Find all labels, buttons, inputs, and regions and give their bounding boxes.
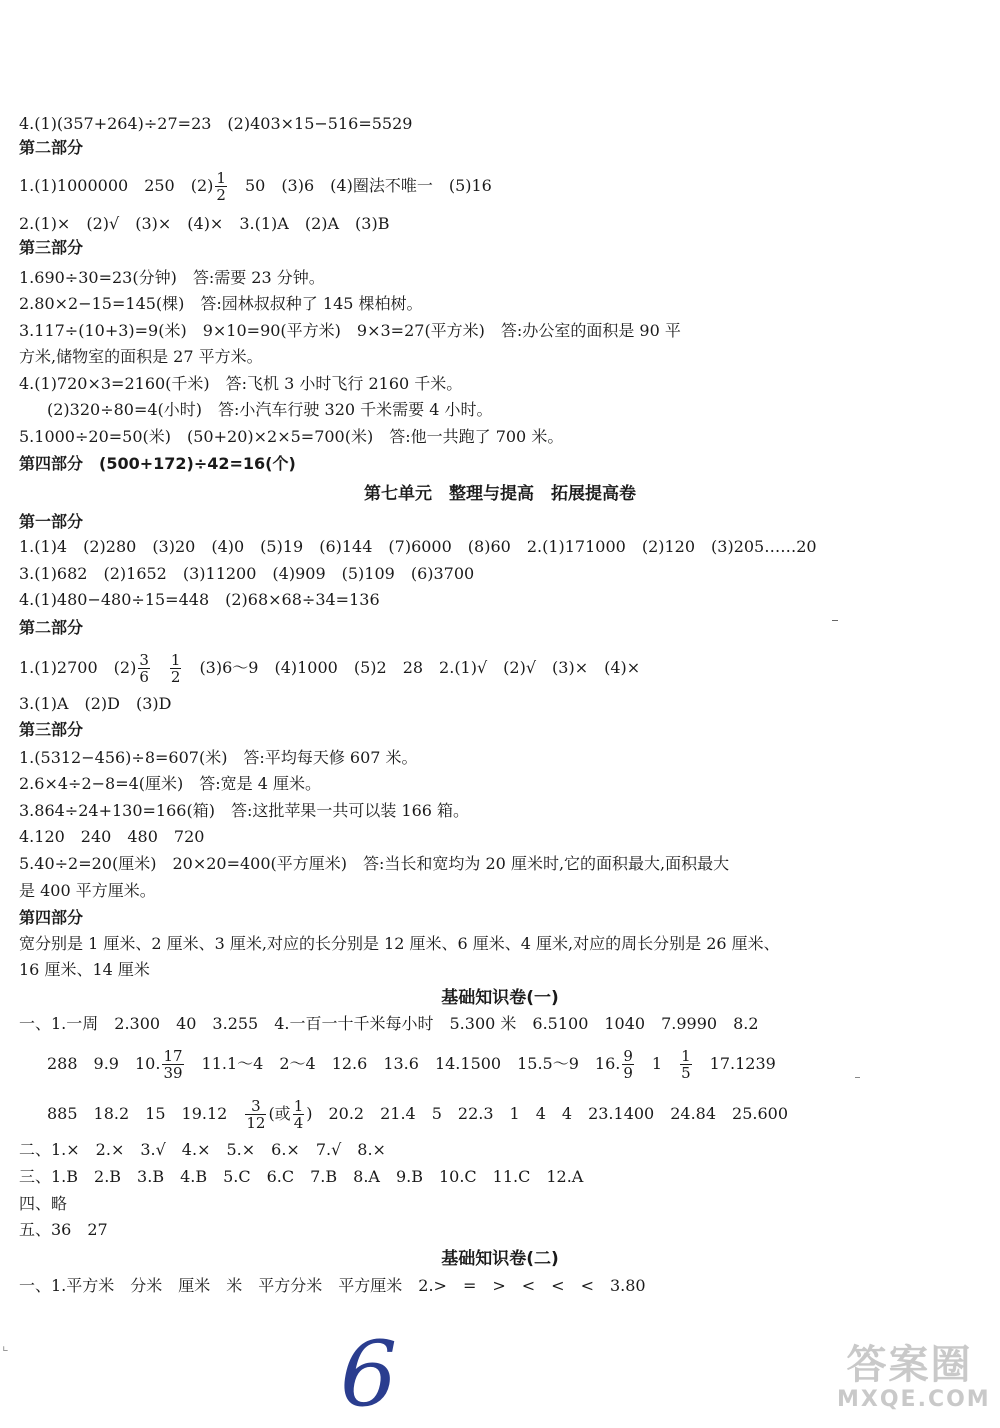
fraction [138, 652, 150, 685]
fraction [622, 1048, 634, 1081]
answer-line: 1.690÷30=23(分钟) 答:需要 23 分钟。 [19, 268, 325, 287]
answer-line: 4.120 240 480 720 [19, 827, 205, 846]
answer-text: (或 [268, 1104, 291, 1123]
numerator: 1 [293, 1097, 304, 1115]
stray-mark [855, 1077, 860, 1078]
answer-line: 3.117÷(10+3)=9(米) 9×10=90(平方米) 9×3=27(平方米) 答:办公室的面积是 90 平 [19, 321, 681, 340]
answer-line: 1.(1)4 (2)280 (3)20 (4)0 (5)19 (6)144 (7)6000 (8)60 2.(1)171000 (2)120 (3)205……20 [19, 537, 817, 556]
answer-line: 三、1.B 2.B 3.B 4.B 5.C 6.C 7.B 8.A 9.B 10.C 11.C 12.A [19, 1167, 584, 1186]
answer-line: 4.(1)480−480÷15=448 (2)68×68÷34=136 [19, 590, 380, 609]
section-heading: 第三部分 [19, 720, 84, 739]
numerator: 3 [245, 1098, 266, 1115]
answer-text: 1.(1)1000000 250 (2) [19, 176, 214, 195]
handwritten-page-number: 6 [340, 1322, 398, 1427]
answer-line [47, 1098, 960, 1131]
answer-line: 五、36 27 [19, 1220, 108, 1239]
denominator: 39 [163, 1064, 183, 1082]
answer-line: 1.(5312−456)÷8=607(米) 答:平均每天修 607 米。 [19, 748, 418, 767]
section-heading: 第三部分 [19, 238, 84, 257]
fraction [162, 1048, 183, 1081]
numerator: 1 [681, 1047, 691, 1065]
fraction [293, 1098, 305, 1131]
stray-mark [832, 620, 838, 621]
answer-line: 四、略 [19, 1194, 68, 1213]
answer-line [47, 1048, 960, 1081]
answer-line [19, 170, 960, 203]
answer-text: ) 20.2 21.4 5 22.3 1 4 4 23.1400 24.84 25.600 [306, 1104, 789, 1123]
answer-line: 是 400 平方厘米。 [19, 881, 156, 900]
answer-text: 17.1239 [693, 1054, 776, 1073]
numerator: 3 [139, 651, 149, 669]
answer-text: 288 9.9 10. [47, 1054, 161, 1073]
denominator: 9 [623, 1064, 633, 1082]
denominator: 2 [170, 668, 181, 686]
answer-text: 1.(1)2700 (2) [19, 658, 137, 677]
answer-line: 3.(1)682 (2)1652 (3)11200 (4)909 (5)109 (6)3700 [19, 564, 475, 583]
answer-line: 宽分别是 1 厘米、2 厘米、3 厘米,对应的长分别是 12 厘米、6 厘米、4 厘米,对应的周长分别是 26 厘米、 [19, 934, 780, 953]
denominator: 6 [139, 668, 149, 686]
answer-text: 11.1～4 2～4 12.6 13.6 14.1500 15.5～9 16. [185, 1054, 621, 1073]
answer-line: 3.864÷24+130=166(箱) 答:这批苹果一共可以装 166 箱。 [19, 801, 470, 820]
section-heading: 第二部分 [19, 138, 84, 157]
answer-line: 5.40÷2=20(厘米) 20×20=400(平方厘米) 答:当长和宽均为 20 厘米时,它的面积最大,面积最大 [19, 854, 730, 873]
answer-line: 16 厘米、14 厘米 [19, 960, 150, 979]
fraction [170, 652, 182, 685]
numerator: 1 [216, 169, 226, 187]
section-heading: 第一部分 [19, 512, 84, 531]
unit-title: 第七单元 整理与提高 拓展提高卷 [364, 484, 636, 504]
answer-line: 4.(1)(357+264)÷27=23 (2)403×15−516=5529 [19, 114, 413, 133]
test-title: 基础知识卷(二) [441, 1249, 559, 1269]
numerator: 17 [163, 1047, 183, 1065]
answer-text: 885 18.2 15 19.12 [47, 1104, 244, 1123]
watermark-text: 答案圈 [846, 1342, 973, 1388]
fraction [215, 170, 227, 203]
test-title: 基础知识卷(一) [441, 988, 559, 1008]
numerator: 9 [623, 1047, 633, 1065]
section-heading: 第四部分 (500+172)÷42=16(个) [19, 454, 296, 473]
answer-line: 2.80×2−15=145(棵) 答:园林叔叔种了 145 棵柏树。 [19, 294, 423, 313]
answer-line [19, 652, 960, 685]
answer-line: 一、1.一周 2.300 40 3.255 4.一百一十千米每小时 5.300 米 6.5100 1040 7.9990 8.2 [19, 1014, 759, 1033]
watermark-url: MXQE.COM [837, 1387, 991, 1412]
denominator: 5 [681, 1064, 691, 1082]
answer-line: 2.(1)× (2)√ (3)× (4)× 3.(1)A (2)A (3)B [19, 214, 390, 233]
answer-line: 方米,储物室的面积是 27 平方米。 [19, 347, 263, 366]
section-heading: 第四部分 [19, 908, 84, 927]
answer-line: 二、1.× 2.× 3.√ 4.× 5.× 6.× 7.√ 8.× [19, 1140, 386, 1159]
answer-line: 一、1.平方米 分米 厘米 米 平方分米 平方厘米 2.> = > < < < 3.80 [19, 1276, 646, 1295]
fraction [680, 1048, 692, 1081]
denominator: 2 [216, 186, 226, 204]
answer-line: 3.(1)A (2)D (3)D [19, 694, 172, 713]
watermark-logo [837, 1342, 991, 1418]
numerator: 1 [170, 651, 181, 669]
page-corner-mark: ⌞ [2, 1338, 9, 1354]
answer-line: 2.6×4÷2−8=4(厘米) 答:宽是 4 厘米。 [19, 774, 322, 793]
answer-line: 5.1000÷20=50(米) (50+20)×2×5=700(米) 答:他一共跑了 700 米。 [19, 427, 564, 446]
denominator: 12 [246, 1114, 266, 1132]
answer-text: (3)6～9 (4)1000 (5)2 28 2.(1)√ (2)√ (3)× (4)× [183, 658, 641, 677]
section-heading: 第二部分 [19, 618, 84, 637]
denominator: 4 [293, 1114, 304, 1132]
answer-text: 50 (3)6 (4)圈法不唯一 (5)16 [228, 176, 492, 195]
answer-line: (2)320÷80=4(小时) 答:小汽车行驶 320 千米需要 4 小时。 [47, 400, 493, 419]
answer-line: 4.(1)720×3=2160(千米) 答:飞机 3 小时飞行 2160 千米。 [19, 374, 463, 393]
answer-text: 1 [635, 1054, 679, 1073]
fraction [245, 1098, 266, 1131]
